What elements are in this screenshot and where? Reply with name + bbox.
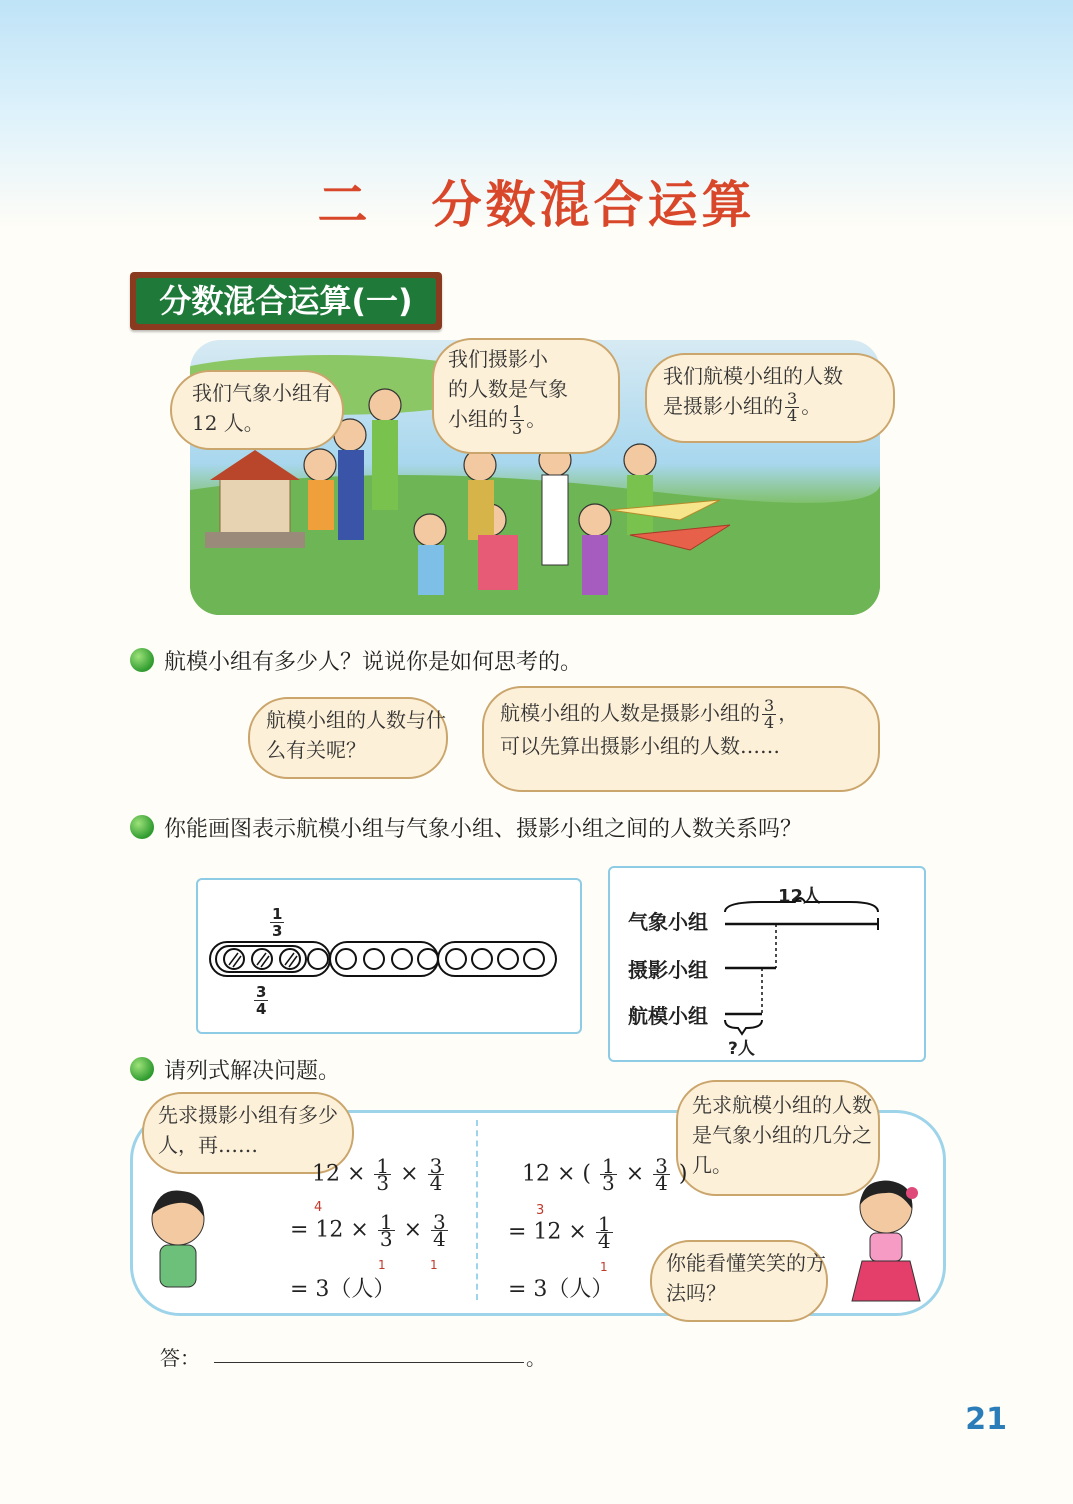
child-head [624, 444, 656, 476]
segment-drawing [610, 868, 924, 1060]
diagram-top-fraction: $\frac{1}{3}$ [272, 905, 283, 940]
girl-skirt [852, 1261, 920, 1301]
bullet-icon [130, 648, 154, 672]
method2-cancel-top: 3 [536, 1203, 545, 1218]
method1-cancel-bottom2: 1 [430, 1258, 438, 1272]
method2-line1: 12 × ( $\frac{1}{3}$ × $\frac{3}{4}$ ) [522, 1154, 688, 1195]
circle [308, 949, 328, 969]
method-divider [476, 1120, 478, 1300]
diagram-segments-panel [608, 866, 926, 1062]
circle [498, 949, 518, 969]
bubble-model-group [645, 353, 895, 443]
method1-cancel-top: 4 [314, 1200, 323, 1215]
chapter-name: 分数混合运算 [431, 176, 756, 234]
circle [446, 949, 466, 969]
answer-input-line[interactable] [214, 1362, 524, 1363]
fraction: $\frac{3}{4}$ [764, 696, 775, 732]
fraction: $\frac{3}{4}$ [429, 1154, 443, 1195]
fraction: $\frac{1}{3}$ [512, 402, 523, 438]
girl-character [838, 1175, 938, 1310]
bubble-text: 航模小组的人数与什么有关呢？ [266, 708, 446, 762]
circle [392, 949, 412, 969]
child-body [627, 475, 653, 535]
circle [336, 949, 356, 969]
boy-body [160, 1245, 196, 1287]
bubble-text-line: 小组的 $\frac{1}{3}$ 。 [448, 402, 547, 438]
circles-drawing [198, 940, 580, 980]
child-body [468, 480, 494, 540]
bullet-icon [130, 1057, 154, 1081]
child-head [414, 514, 446, 546]
fraction: $\frac{3}{4}$ [433, 1210, 446, 1251]
bubble-text: 可以先算出摄影小组的人数…… [500, 734, 780, 758]
row-label-weather: 气象小组 [628, 910, 708, 934]
bubble-text: 先求摄影小组有多少人，再…… [158, 1103, 338, 1157]
question-1: 航模小组有多少人？说说你是如何思考的。 [164, 650, 583, 675]
bubble-text: 先求航模小组的人数是气象小组的几分之几。 [692, 1093, 872, 1177]
method1-result: = 3（人） [290, 1277, 396, 1302]
bubble-text: 你能看懂笑笑的方法吗？ [666, 1251, 826, 1305]
question-brace [725, 1020, 762, 1034]
circle [472, 949, 492, 969]
child-body [478, 535, 518, 590]
child-head [369, 389, 401, 421]
fraction: $\frac{3}{4}$ [787, 389, 798, 425]
child-body [418, 545, 444, 595]
bubble-text-line: 航模小组的人数是摄影小组的 $\frac{3}{4}$ ， [500, 696, 799, 732]
bubble-text-line: 是摄影小组的 $\frac{3}{4}$ 。 [663, 389, 822, 425]
row-label-model: 航模小组 [628, 1004, 708, 1028]
child-head [579, 504, 611, 536]
weather-box-roof [210, 450, 300, 480]
think-bubble-right [482, 686, 880, 792]
child-body [338, 450, 364, 540]
method1-line2: = 12 × $\frac{1}{3}$ × $\frac{3}{4}$ [290, 1210, 446, 1251]
group-oval [210, 942, 330, 976]
bubble-photo-group [432, 338, 620, 454]
answer-end: 。 [526, 1346, 546, 1370]
weather-box-base [205, 532, 305, 548]
diagram-circles-panel [196, 878, 582, 1034]
fraction: $\frac{1}{4}$ [597, 1212, 611, 1253]
bubble-text: 我们航模小组的人数 [663, 364, 843, 388]
question-3: 请列式解决问题。 [164, 1059, 341, 1084]
circle [418, 949, 438, 969]
circle [364, 949, 384, 969]
bullet-icon [130, 815, 154, 839]
question-label: ?人 [728, 1039, 755, 1059]
total-label: 12人 [778, 886, 822, 907]
chapter-number: 二 [317, 176, 372, 234]
weather-box [220, 475, 290, 535]
method1-cancel-bottom1: 1 [378, 1258, 386, 1272]
fraction: $\frac{3}{4}$ [655, 1154, 668, 1195]
question-2: 你能画图表示航模小组与气象小组、摄影小组之间的人数关系吗？ [164, 817, 803, 842]
method2-line2: = 12 × $\frac{1}{4}$ [508, 1212, 611, 1253]
row-label-photo: 摄影小组 [628, 958, 708, 982]
chapter-title [0, 165, 1073, 237]
fraction: $\frac{1}{3}$ [376, 1154, 390, 1195]
child-body [308, 480, 334, 530]
fraction: $\frac{1}{3}$ [379, 1210, 393, 1251]
diagram-bottom-fraction: $\frac{3}{4}$ [256, 983, 267, 1018]
child-body [372, 420, 398, 510]
method2-cancel-bottom: 1 [600, 1260, 608, 1274]
girl-bubble-2 [650, 1240, 828, 1322]
page-number: 21 [965, 1402, 1007, 1437]
bubble-weather-group [170, 370, 344, 450]
method1-line1: 12 × $\frac{1}{3}$ × $\frac{3}{4}$ [312, 1154, 443, 1195]
circle [524, 949, 544, 969]
fraction: $\frac{1}{3}$ [602, 1154, 615, 1195]
girl-shirt [870, 1233, 902, 1261]
child-body [582, 535, 608, 595]
section-title: 分数混合运算(一) [136, 278, 436, 324]
bubble-text: 的人数是气象 [448, 377, 568, 401]
method2-result: = 3（人） [508, 1277, 614, 1302]
child-body [542, 475, 568, 565]
bubble-text: 我们气象小组有 12 人。 [192, 381, 332, 435]
think-bubble-left [248, 697, 448, 779]
boy-character [138, 1185, 218, 1290]
total-brace [725, 898, 878, 912]
bubble-text: 我们摄影小 [448, 347, 548, 371]
hair-bow [906, 1187, 918, 1199]
child-head [304, 449, 336, 481]
answer-label: 答： [160, 1346, 200, 1370]
